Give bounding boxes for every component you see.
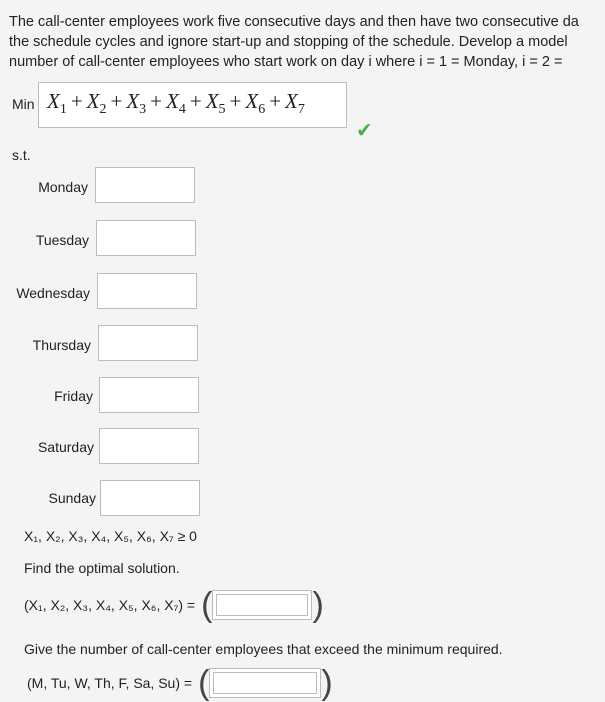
excess-input[interactable] <box>209 668 321 698</box>
objective-term: $X_2$ <box>86 89 107 117</box>
solution-input[interactable] <box>212 590 312 620</box>
constraint-input-sunday[interactable] <box>100 480 200 516</box>
excess-prompt: Give the number of call-center employees that exceed the minimum required. <box>24 641 503 657</box>
open-paren: ( <box>198 664 210 702</box>
checkmark-icon: ✔ <box>355 119 374 143</box>
excess-row <box>27 664 333 702</box>
constraint-input-tuesday[interactable] <box>96 220 196 256</box>
objective-term: $X_4$ <box>166 89 186 117</box>
constraint-label-wednesday: Wednesday <box>16 285 90 301</box>
objective-function-input[interactable]: $X_1 + X_2 + X_3 + X_4 + X_5 + X_6 + X_7$ <box>38 82 347 128</box>
objective-term: $X_5$ <box>205 89 226 117</box>
constraint-label-monday: Monday <box>38 179 88 195</box>
close-paren: ) <box>312 586 324 624</box>
problem-line-3: number of call-center employees who start work on day i where i = 1 = Monday, i = 2 = <box>9 54 563 70</box>
solution-vector-label: (X₁, X₂, X₃, X₄, X₅, X₆, X₇) = <box>24 597 196 613</box>
constraint-input-saturday[interactable] <box>99 428 199 464</box>
solution-row <box>24 586 324 624</box>
constraint-input-wednesday[interactable] <box>97 273 197 309</box>
close-paren: ) <box>321 664 333 702</box>
objective-term: $X_6$ <box>245 89 266 117</box>
excess-vector-label: (M, Tu, W, Th, F, Sa, Su) = <box>27 675 193 691</box>
constraint-input-monday[interactable] <box>95 167 195 203</box>
objective-term: $X_1$ <box>47 89 67 117</box>
min-label: Min <box>12 96 35 112</box>
problem-statement <box>9 12 605 72</box>
constraint-input-friday[interactable] <box>99 377 199 413</box>
nonnegativity-constraint: X₁, X₂, X₃, X₄, X₅, X₆, X₇ ≥ 0 <box>24 528 197 544</box>
constraint-label-friday: Friday <box>54 388 93 404</box>
constraint-label-saturday: Saturday <box>37 439 94 455</box>
problem-line-1: The call-center employees work five consecutive days and then have two consecutive da <box>9 14 579 30</box>
constraint-label-sunday: Sunday <box>48 490 96 506</box>
objective-term: $X_7$ <box>285 89 305 117</box>
constraint-label-thursday: Thursday <box>32 337 91 353</box>
open-paren: ( <box>201 586 213 624</box>
problem-line-2: the schedule cycles and ignore start-up and stopping of the schedule. Develop a model <box>9 34 568 50</box>
solution-prompt: Find the optimal solution. <box>24 560 180 576</box>
constraint-label-tuesday: Tuesday <box>35 232 89 248</box>
constraint-input-thursday[interactable] <box>98 325 198 361</box>
subject-to-label: s.t. <box>12 147 31 163</box>
objective-term: $X_3$ <box>126 89 147 117</box>
